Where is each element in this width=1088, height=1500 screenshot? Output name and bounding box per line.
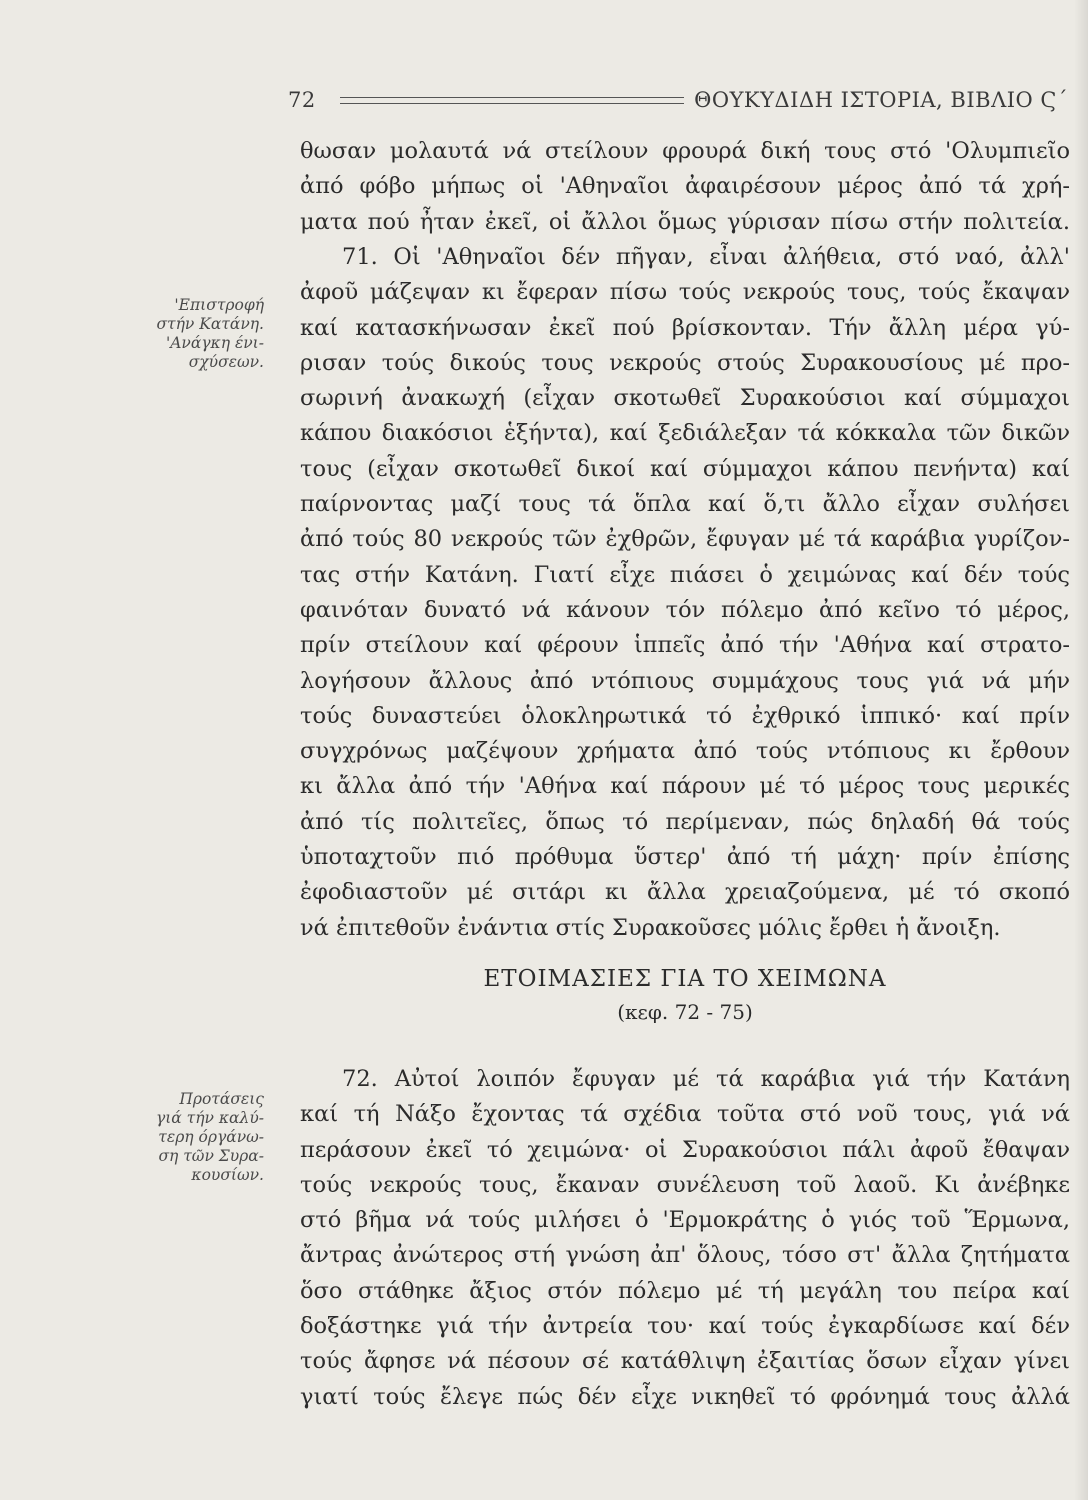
text-line: ἀφοῦ μάζεψαν κι ἔφεραν πίσω τούς νεκρούς τους, τούς ἔκαψαν bbox=[300, 279, 1070, 306]
text-line: κι ἄλλα ἀπό τήν 'Αθήνα καί πάρουν μέ τό μέρος τους μερικές bbox=[300, 773, 1070, 800]
page-number: 72 bbox=[288, 88, 316, 112]
header-rule bbox=[340, 97, 684, 104]
text-line: φαινόταν δυνατό νά κάνουν τόν πόλεμο ἀπό κεῖνο τό μέρος, bbox=[300, 596, 1070, 623]
text-line: ἀπό φόβο μήπως οἱ 'Αθηναῖοι ἀφαιρέσουν μέρος ἀπό τά χρή- bbox=[300, 173, 1070, 200]
text-line: παίρνοντας μαζί τους τά ὅπλα καί ὅ,τι ἄλλο εἶχαν συλήσει bbox=[300, 491, 1070, 518]
text-line: καί κατασκήνωσαν ἐκεῖ πού βρίσκονταν. Τήν ἄλλη μέρα γύ- bbox=[300, 314, 1070, 341]
text-line: ἄντρας ἀνώτερος στή γνώση ἀπ' ὅλους, τόσο στ' ἄλλα ζητήματα bbox=[300, 1242, 1070, 1269]
text-line: ματα πού ἦταν ἐκεῖ, οἱ ἄλλοι ὅμως γύρισαν πίσω στήν πολιτεία. bbox=[300, 208, 1070, 235]
text-line: 72. Αὐτοί λοιπόν ἔφυγαν μέ τά καράβια γιά τήν Κατάνη bbox=[342, 1066, 1070, 1092]
text-line: καί τή Νάξο ἔχοντας τά σχέδια τοῦτα στό νοῦ τους, γιά νά bbox=[300, 1101, 1070, 1128]
margin-note-line: ση τῶν Συρα- bbox=[158, 1147, 264, 1165]
margin-note-line: 'Επιστροφή bbox=[174, 296, 264, 314]
text-line: περάσουν ἐκεῖ τό χειμώνα· οἱ Συρακούσιοι πάλι ἀφοῦ ἔθαψαν bbox=[300, 1136, 1070, 1163]
text-line: κάπου διακόσιοι ἑξήντα), καί ξεδιάλεξαν τά κόκκαλα τῶν δικῶν bbox=[300, 420, 1070, 447]
text-line: ἀπό τίς πολιτεῖες, ὅπως τό περίμεναν, πώς δηλαδή θά τούς bbox=[300, 808, 1070, 835]
text-line: σωρινή ἀνακωχή (εἶχαν σκοτωθεῖ Συρακούσιοι καί σύμμαχοι bbox=[300, 385, 1070, 412]
text-line: ὑποταχτοῦν πιό πρόθυμα ὕστερ' ἀπό τή μάχη· πρίν ἐπίσης bbox=[300, 844, 1070, 871]
text-line: τας στήν Κατάνη. Γιατί εἶχε πιάσει ὁ χειμώνας καί δέν τούς bbox=[300, 561, 1070, 588]
section-heading: ΕΤΟΙΜΑΣΙΕΣ ΓΙΑ ΤΟ ΧΕΙΜΩΝΑ bbox=[483, 966, 887, 992]
margin-note-line: στήν Κατάνη. bbox=[156, 315, 264, 333]
running-header bbox=[288, 82, 1068, 118]
margin-note-line: Προτάσεις bbox=[179, 1090, 264, 1108]
margin-note-line: γιά τήν καλύ- bbox=[155, 1109, 264, 1127]
section-subheading: (κεφ. 72 - 75) bbox=[617, 1000, 753, 1024]
text-line: συγχρόνως μαζέψουν χρήματα ἀπό τούς ντόπιους κι ἔρθουν bbox=[300, 738, 1070, 765]
page-edge-shadow bbox=[1074, 0, 1088, 1500]
paragraph-chapter-72 bbox=[300, 1062, 1070, 1415]
text-line: νά ἐπιτεθοῦν ἐνάντια στίς Συρακοῦσες μόλις ἔρθει ἡ ἄνοιξη. bbox=[300, 914, 1001, 941]
text-line: τούς δυναστεύει ὁλοκληρωτικά τό ἐχθρικό ἱππικό· καί πρίν bbox=[300, 702, 1070, 729]
running-title: ΘΟΥΚΥΔΙΔΗ ΙΣΤΟΡΙΑ, ΒΙΒΛΙΟ Ϛ΄ bbox=[694, 88, 1068, 112]
text-line: ἀπό τούς 80 νεκρούς τῶν ἐχθρῶν, ἔφυγαν μέ τά καράβια γυρίζον- bbox=[300, 526, 1070, 553]
paragraph-continuation bbox=[300, 134, 1070, 240]
margin-note-line: κουσίων. bbox=[191, 1166, 264, 1184]
margin-note-proposals bbox=[84, 1090, 264, 1185]
text-line: 71. Οἱ 'Αθηναῖοι δέν πῆγαν, εἶναι ἀλήθεια, στό ναό, ἀλλ' bbox=[342, 244, 1070, 270]
text-line: τούς ἄφησε νά πέσουν σέ κατάθλιψη ἐξαιτίας ὅσων εἶχαν γίνει bbox=[300, 1348, 1070, 1375]
text-line: ὅσο στάθηκε ἄξιος στόν πόλεμο μέ τή μεγάλη του πείρα καί bbox=[300, 1277, 1070, 1304]
text-line: τούς νεκρούς τους, ἔκαναν συνέλευση τοῦ λαοῦ. Κι ἀνέβηκε bbox=[300, 1171, 1070, 1198]
text-line: ρισαν τούς δικούς τους νεκρούς στούς Συρακουσίους μέ προ- bbox=[300, 349, 1070, 376]
text-line: λογήσουν ἄλλους ἀπό ντόπιους συμμάχους τους γιά νά μήν bbox=[300, 667, 1070, 694]
text-line: δοξάστηκε γιά τήν ἀντρεία του· καί τούς ἐγκαρδίωσε καί δέν bbox=[300, 1313, 1070, 1340]
text-line: γιατί τούς ἔλεγε πώς δέν εἶχε νικηθεῖ τό φρόνημά τους ἀλλά bbox=[300, 1383, 1070, 1410]
text-line: τους (εἶχαν σκοτωθεῖ δικοί καί σύμμαχοι κάπου πενήντα) καί bbox=[300, 455, 1070, 482]
text-line: στό βῆμα νά τούς μιλήσει ὁ 'Ερμοκράτης ὁ γιός τοῦ Ἕρμωνα, bbox=[300, 1207, 1070, 1234]
margin-note-line: σχύσεων. bbox=[188, 353, 264, 371]
margin-note-return-to-catana bbox=[84, 296, 264, 372]
text-line: πρίν στείλουν καί φέρουν ἱππεῖς ἀπό τήν 'Αθήνα καί στρατο- bbox=[300, 632, 1070, 659]
margin-note-line: 'Ανάγκη ένι- bbox=[165, 334, 264, 352]
paragraph-chapter-71 bbox=[300, 240, 1070, 946]
text-line: ἐφοδιαστοῦν μέ σιτάρι κι ἄλλα χρειαζούμενα, μέ τό σκοπό bbox=[300, 879, 1070, 906]
text-line: θωσαν μολαυτά νά στείλουν φρουρά δική τους στό 'Ολυμπιεῖο bbox=[300, 138, 1070, 164]
margin-note-line: τερη όργάνω- bbox=[158, 1128, 264, 1146]
